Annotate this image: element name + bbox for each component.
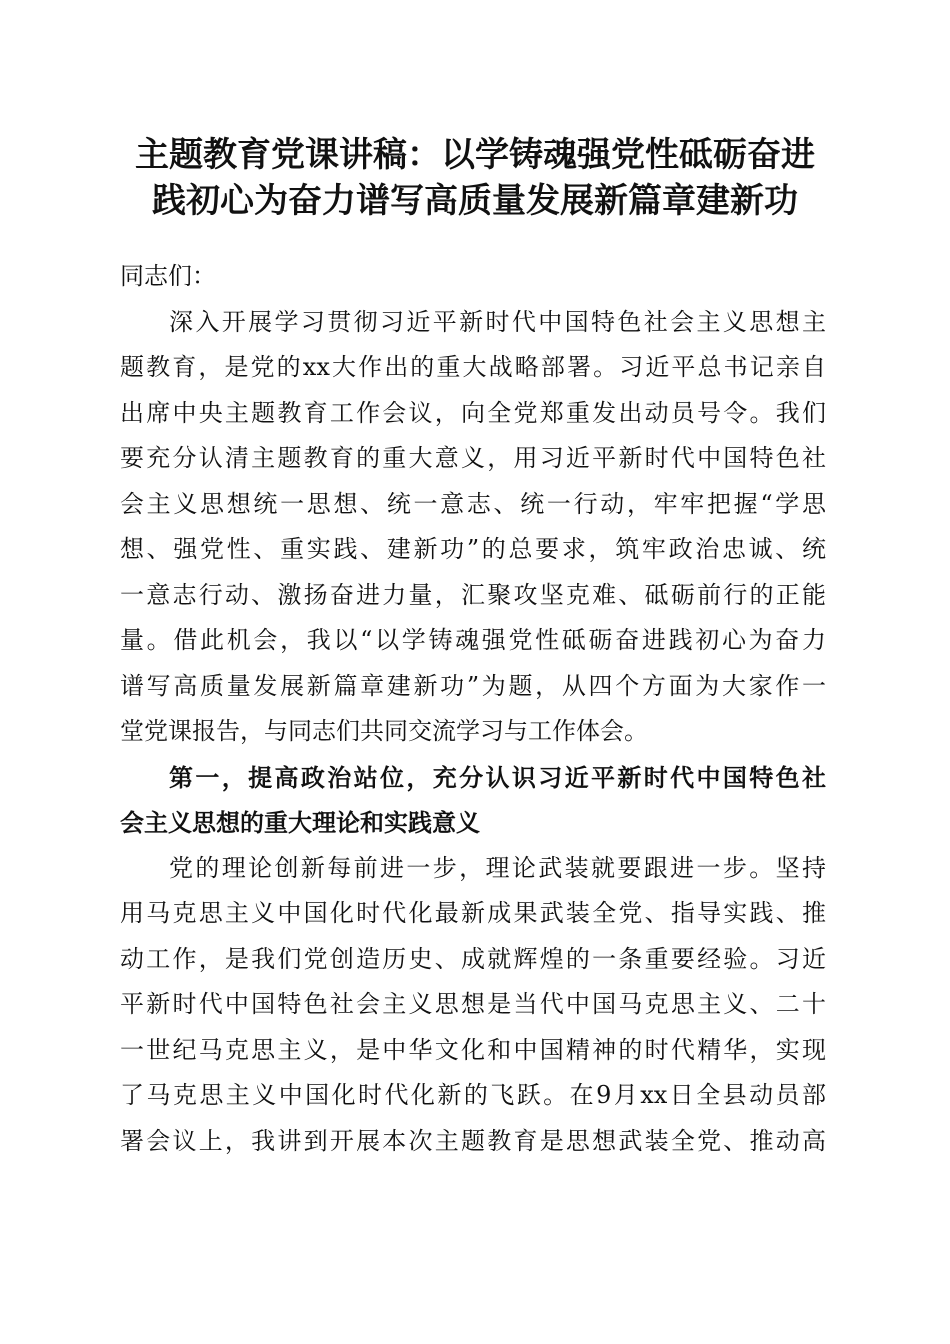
paragraph-1 [120,300,826,755]
title-line: 主题教育党课讲稿：以学铸魂强党性砥砺奋进 [135,135,815,175]
paragraph-line: 量。借此机会，我以“以学铸魂强党性砥砺奋进践初心为奋力 [120,626,826,654]
paragraph-line: 动工作，是我们党创造历史、成就辉煌的一条重要经验。习近 [120,944,826,973]
paragraph-2 [120,846,826,1165]
paragraph-line: 用马克思主义中国化时代化最新成果武装全党、指导实践、推 [120,899,826,927]
salutation: 同志们： [120,262,216,290]
paragraph-line: 会主义思想统一思想、统一意志、统一行动，牢牢把握“学思 [120,489,826,518]
paragraph-line: 谱写高质量发展新篇章建新功”为题，从四个方面为大家作一 [120,671,826,700]
paragraph-line: 深入开展学习贯彻习近平新时代中国特色社会主义思想主 [169,307,826,336]
paragraph-line: 一世纪马克思主义，是中华文化和中国精神的时代精华，实现 [120,1035,826,1064]
paragraph-line: 署会议上，我讲到开展本次主题教育是思想武装全党、推动高 [120,1126,826,1155]
paragraph-line: 党的理论创新每前进一步，理论武装就要跟进一步。坚持 [169,853,826,882]
paragraph-line: 题教育，是党的xx大作出的重大战略部署。习近平总书记亲自 [120,353,826,381]
paragraph-line: 一意志行动、激扬奋进力量，汇聚攻坚克难、砥砺前行的正能 [120,580,826,609]
document-title [100,132,850,224]
paragraph-line: 出席中央主题教育工作会议，向全党郑重发出动员号令。我们 [120,398,826,427]
section-heading-1 [120,755,826,846]
title-line: 践初心为奋力谱写高质量发展新篇章建新功 [152,181,798,221]
paragraph-line: 了马克思主义中国化时代化新的飞跃。在9月xx日全县动员部 [120,1081,826,1109]
paragraph-line: 堂党课报告，与同志们共同交流学习与工作体会。 [120,717,648,745]
paragraph-line: 想、强党性、重实践、建新功”的总要求，筑牢政治忠诚、统 [120,535,826,563]
document-body [120,254,826,1164]
paragraph-line: 要充分认清主题教育的重大意义，用习近平新时代中国特色社 [120,444,826,472]
heading-line: 第一，提高政治站位，充分认识习近平新时代中国特色社 [169,762,826,792]
paragraph-line: 平新时代中国特色社会主义思想是当代中国马克思主义、二十 [120,990,826,1018]
heading-line: 会主义思想的重大理论和实践意义 [120,808,480,837]
